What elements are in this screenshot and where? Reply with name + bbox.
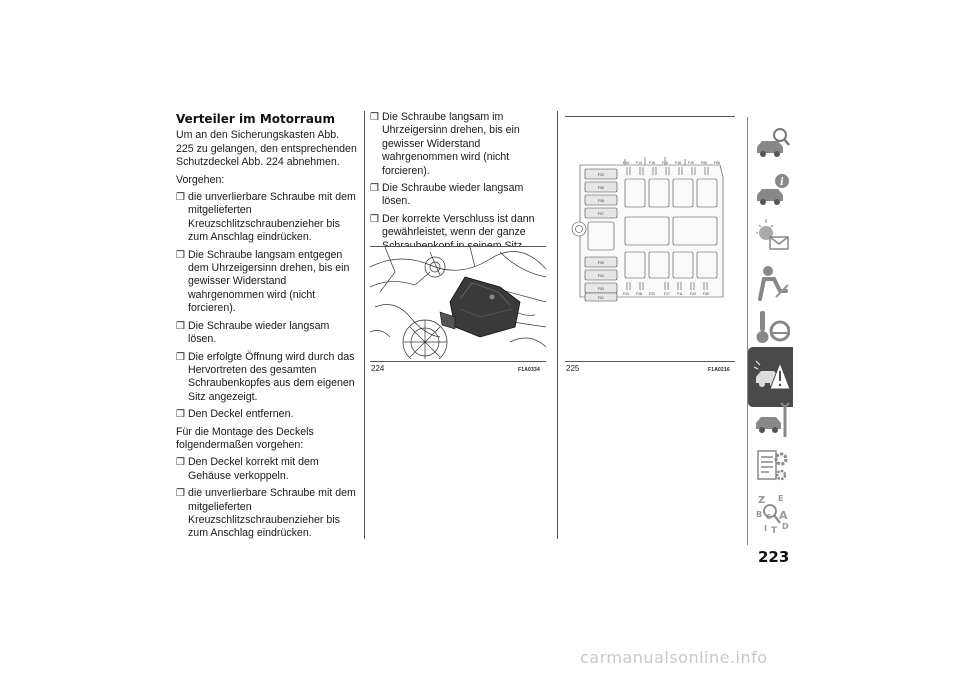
fuse-label: F21 [649,292,655,296]
figure-bottom-rule [565,361,735,362]
svg-text:A: A [779,509,788,522]
list-item: ❒ Die Schraube langsam im Uhrzeigersinn drehen, bis ein gewisser Widerstand wahrgenommen wird (nicht forcieren). [370,111,520,177]
fuse-label: F02 [598,173,604,177]
fuse-label: F05 [598,261,604,265]
list-item: ❒ Die Schraube wieder langsam lösen. [370,182,524,208]
list-item: ❒ die unverlierbare Schraube mit dem mitgelieferten Kreuzschlitzschraubenzieher bis zum Anschlag eindrücken. [176,487,356,540]
intro-paragraph: Um an den Sicherungskasten Abb. 225 zu gelangen, den entsprechenden Schutzdeckel Abb. 224 abnehmen. [176,129,357,169]
car-info-icon [754,169,790,213]
list-item: ❒ Den Deckel korrekt mit dem Gehäuse verkoppeln. [176,456,319,482]
fuse-box-cover [440,277,520,337]
fuse-label: F16 [649,161,655,165]
watermark: carmanualsonline.info [580,648,768,667]
figure-225-number: 225 [566,364,580,373]
checkbox-bullet-icon: ❒ [176,457,185,469]
fuse-label: F14 [623,161,629,165]
checkbox-bullet-icon: ❒ [370,213,379,225]
mount-intro: Für die Montage des Deckels folgendermaßen vorgehen: [176,425,314,451]
column-divider [364,111,365,539]
svg-text:i: i [780,177,784,188]
svg-text:T: T [771,526,778,535]
seat-passenger-icon [754,261,790,305]
fuse-label: F06 [598,186,604,190]
checkbox-bullet-icon: ❒ [176,488,185,500]
fuse-label: F07 [598,212,604,216]
checkbox-bullet-icon: ❒ [176,409,185,421]
alphabet-search-icon [754,491,790,535]
fuse-label: F08 [714,161,720,165]
engine-bay-illustration [370,247,546,359]
car-search-icon [754,123,790,167]
svg-text:C: C [766,513,772,521]
fuse-label: F18 [675,161,681,165]
figure-224-number: 224 [371,364,385,373]
svg-text:B: B [756,510,763,519]
fuse-label: F22 [690,292,696,296]
figure-225-code: F1A0216 [708,367,730,373]
svg-text:I: I [764,524,767,533]
section-title: Verteiler im Motorraum [176,112,335,126]
svg-text:Z: Z [758,495,766,506]
fuse-label: F15 [662,161,668,165]
fuse-box-diagram [565,117,735,361]
list-item: ❒ Den Deckel entfernen. [176,408,294,421]
checkbox-bullet-icon: ❒ [176,351,185,363]
car-wrench-icon [754,399,790,443]
fuse-label: F19 [688,161,694,165]
car-warning-triangle-icon [754,353,790,397]
figure-bottom-rule [370,361,546,362]
fuse-label: F03 [598,287,604,291]
page-number: 223 [758,548,790,566]
fuse-label: F06 [701,161,707,165]
fuse-label: F30 [703,292,709,296]
figure-224-code: F1A0334 [518,367,540,373]
procedure-label: Vorgehen: [176,173,225,186]
warning-light-mail-icon [754,215,790,259]
fuse-label: F08 [598,199,604,203]
figure-224-engine-bay [370,247,546,359]
list-item: ❒ Die Schraube wieder langsam lösen. [176,319,330,346]
fuse-label: F23 [623,292,629,296]
checkbox-bullet-icon: ❒ [370,183,379,195]
list-item: ❒ Die erfolgte Öffnung wird durch das Hervortreten des gesamten Schraubenkopfes aus dem eigenen Sitz angezeigt. [176,350,355,403]
checkbox-bullet-icon: ❒ [176,320,185,332]
svg-text:D: D [782,522,789,531]
fuse-label: F01 [598,296,604,300]
document-gear-icon [754,445,790,489]
fuse-label: F17 [664,292,670,296]
fuse-label: F11 [677,292,683,296]
figure-225-fuse-box [565,117,735,361]
column-divider [557,111,558,539]
fuse-label: F18 [636,292,642,296]
svg-text:E: E [778,494,784,503]
list-item: ❒ Die Schraube langsam entgegen dem Uhrzeigersinn drehen, bis ein gewisser Widerstand wahrgenommen wird (nicht forcieren). [176,248,350,315]
text-column-left [176,111,358,545]
checkbox-bullet-icon: ❒ [176,192,185,204]
fuse-label: F14 [636,161,642,165]
nav-tab-index[interactable] [747,485,793,545]
list-item: ❒ die unverlierbare Schraube mit dem mitgelieferten Kreuzschlitzschraubenzieher bis zum Anschlag eindrücken. [176,191,356,244]
checkbox-bullet-icon: ❒ [176,249,185,261]
fuse-label: F04 [598,274,604,278]
checkbox-bullet-icon: ❒ [370,112,379,123]
key-steering-wheel-icon [754,307,790,351]
list-item: ❒ Der korrekte Verschluss ist dann gewährleistet, wenn der ganze [370,212,535,239]
